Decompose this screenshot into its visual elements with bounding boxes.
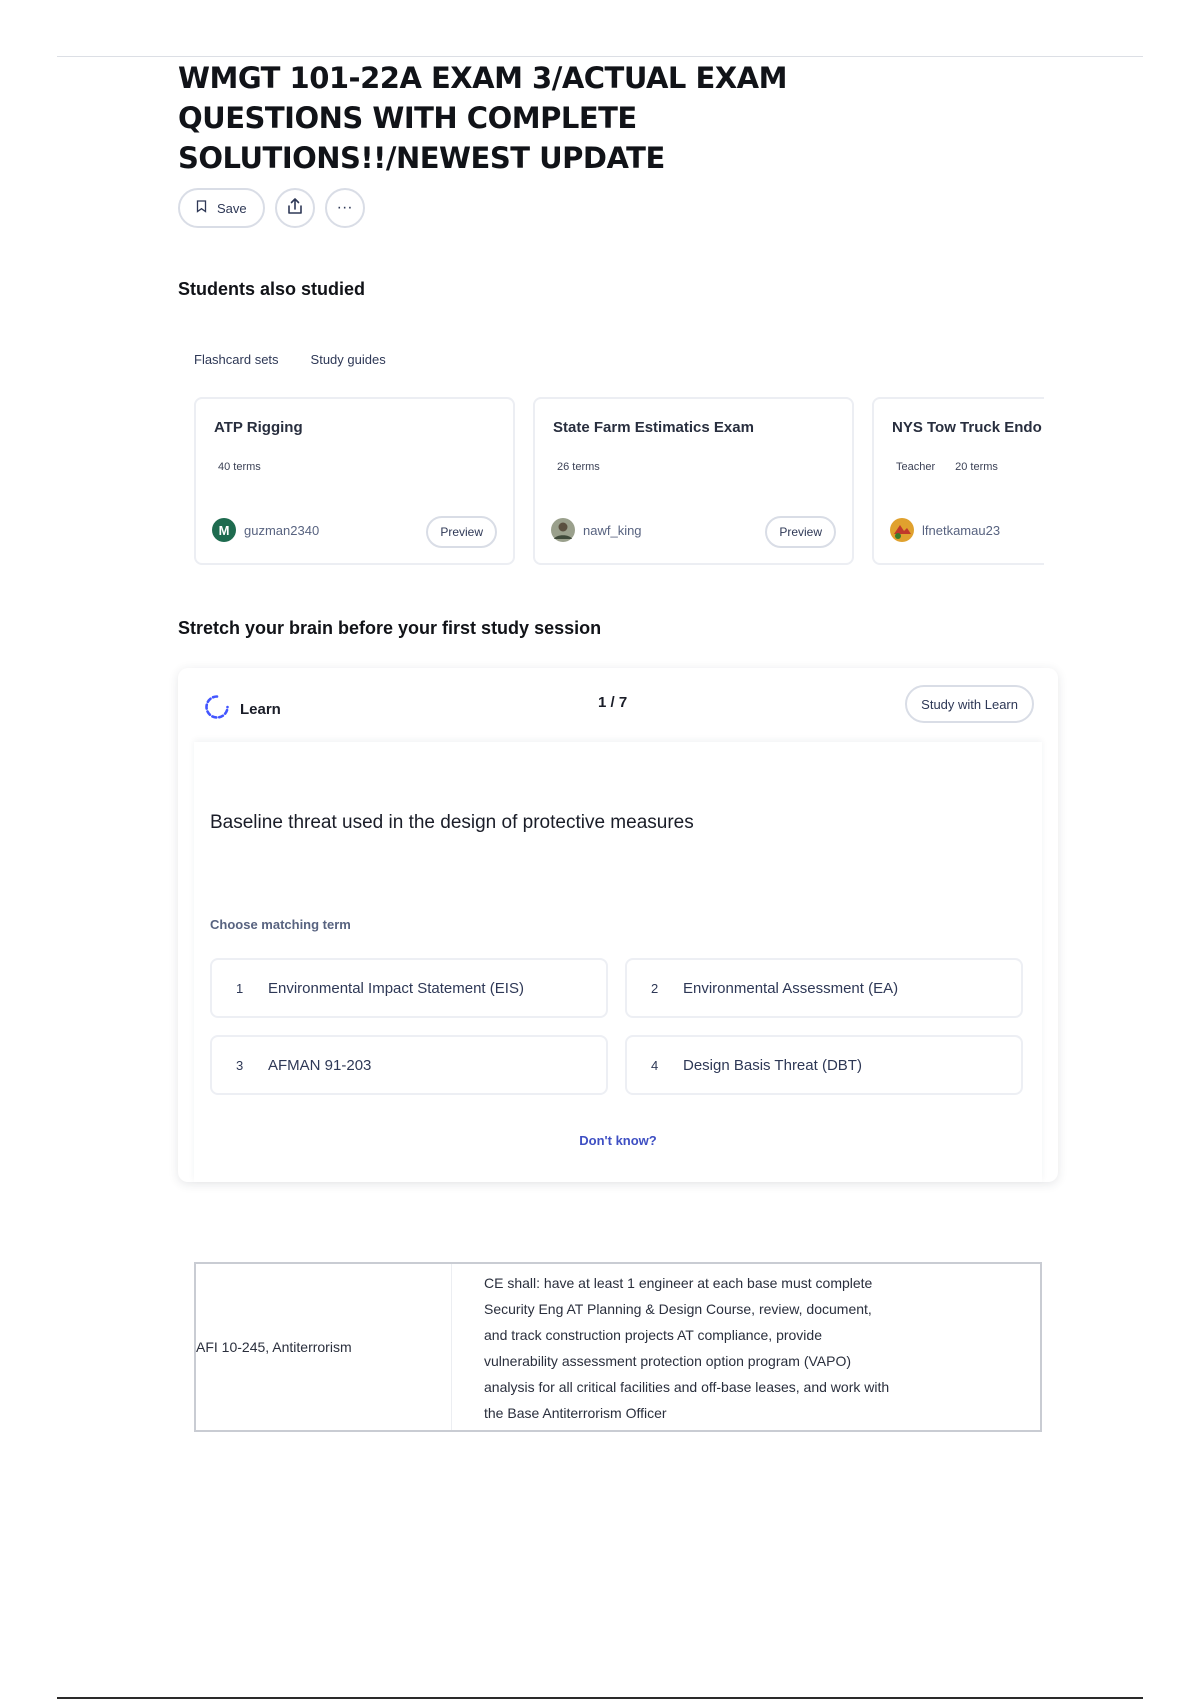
top-divider [57,56,1143,57]
card-user[interactable] [890,518,1000,542]
more-icon: ··· [336,199,353,216]
share-button[interactable] [275,188,315,228]
students-also-studied-heading: Students also studied [178,279,366,299]
card-term-count: 40 terms [218,461,261,473]
option-text: AFMAN 91-203 [268,1056,372,1074]
study-with-learn-button[interactable]: Study with Learn [905,685,1034,723]
option-text: Environmental Assessment (EA) [683,979,899,997]
term-definition-row [194,1262,1042,1432]
question-panel [194,742,1042,1182]
study-set-card[interactable] [872,397,1044,565]
card-username: lfnetkamau23 [922,522,1001,538]
option-text: Environmental Impact Statement (EIS) [268,979,524,997]
title-actions [178,188,365,228]
card-term-count: 20 terms [955,461,998,473]
preview-button[interactable]: Preview [426,516,497,548]
card-meta [218,461,261,473]
definition-line: Security Eng AT Planning & Design Course, review, document, [484,1301,872,1317]
dont-know-text[interactable]: Don't know? [579,1133,657,1148]
learn-mode-label [204,694,281,724]
avatar [890,518,914,542]
choose-matching-term-label: Choose matching term [210,917,351,932]
answer-option-3[interactable] [210,1035,608,1095]
learn-spinner-icon [204,694,230,724]
card-title: State Farm Estimatics Exam [553,419,754,436]
definition-line: and track construction projects AT compliance, provide [484,1327,822,1343]
tab-study-guides[interactable]: Study guides [310,352,386,367]
study-set-card[interactable] [533,397,854,565]
card-meta [896,461,998,473]
avatar [551,518,575,542]
page-title: WMGT 101-22A EXAM 3/ACTUAL EXAM QUESTIONS WITH COMPLETE SOLUTIONS!!/NEWEST UPDATE [178,61,787,175]
save-label: Save [217,200,247,216]
question-text: Baseline threat used in the design of protective measures [210,812,694,833]
card-username: nawf_king [583,522,642,538]
definition-line: the Base Antiterrorism Officer [484,1405,667,1421]
preview-button[interactable]: Preview [765,516,836,548]
card-term-count: 26 terms [557,461,600,473]
study-set-carousel [194,397,1044,567]
term-cell: AFI 10-245, Antiterrorism [196,1264,452,1430]
card-meta [557,461,600,473]
card-user[interactable] [212,518,319,542]
card-title: ATP Rigging [214,419,303,436]
study-tabs [194,352,386,367]
tab-flashcard-sets[interactable]: Flashcard sets [194,352,279,367]
answer-option-1[interactable] [210,958,608,1018]
save-button[interactable] [178,188,265,228]
stretch-heading: Stretch your brain before your first study session [178,618,602,638]
study-set-card[interactable] [194,397,515,565]
bottom-divider [57,1697,1143,1699]
card-username: guzman2340 [244,522,320,538]
answer-option-2[interactable] [625,958,1023,1018]
definition-line: analysis for all critical facilities and off-base leases, and work with [484,1379,890,1395]
option-number: 4 [651,1057,659,1073]
learn-label-text: Learn [240,700,281,718]
option-text: Design Basis Threat (DBT) [683,1056,862,1074]
definition-cell [452,1264,1040,1430]
option-number: 1 [236,980,244,996]
avatar: M [212,518,236,542]
option-number: 2 [651,980,659,996]
share-icon [287,197,303,220]
card-teacher-badge: Teacher [896,461,936,473]
definition-line: CE shall: have at least 1 engineer at each base must complete [484,1275,873,1291]
dont-know-link[interactable] [194,1133,1042,1148]
question-counter: 1 / 7 [598,694,628,711]
answer-option-4[interactable] [625,1035,1023,1095]
learn-header [178,668,1058,738]
learn-preview-card [178,668,1058,1182]
more-options-button[interactable] [325,188,365,228]
option-number: 3 [236,1057,244,1073]
card-title: NYS Tow Truck Endo [892,419,1042,436]
definition-line: vulnerability assessment protection option program (VAPO) [484,1353,852,1369]
card-user[interactable] [551,518,642,542]
bookmark-icon [196,200,207,216]
